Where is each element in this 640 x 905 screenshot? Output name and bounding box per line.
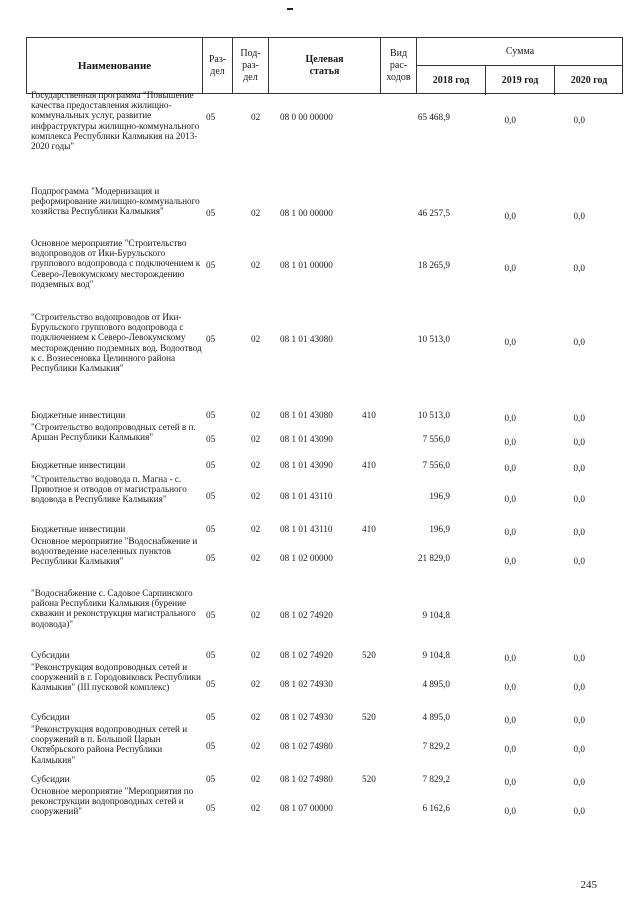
cell-p: 02 <box>251 524 261 534</box>
cell-s19: 0,0 <box>504 527 516 537</box>
cell-r: 05 <box>206 741 216 751</box>
cell-s20: 0,0 <box>573 715 585 725</box>
cell-p: 02 <box>251 774 261 784</box>
header-vid: Вид рас- ходов <box>381 38 417 93</box>
cell-s18: 7 829,2 <box>422 741 450 751</box>
cell-t: 08 1 00 00000 <box>280 208 333 218</box>
cell-s18: 196,9 <box>429 524 450 534</box>
cell-r: 05 <box>206 774 216 784</box>
cell-t: 08 1 02 00000 <box>280 553 333 563</box>
header-2019: 2019 год <box>486 66 555 95</box>
cell-s19: 0,0 <box>504 263 516 273</box>
cell-v: 520 <box>362 650 376 660</box>
cell-v: 410 <box>362 410 376 420</box>
cell-s18: 4 895,0 <box>422 712 450 722</box>
top-mark <box>287 8 293 10</box>
cell-r: 05 <box>206 524 216 534</box>
cell-r: 05 <box>206 650 216 660</box>
cell-name: Бюджетные инвестиции <box>31 460 126 470</box>
header-sum: Сумма <box>417 38 623 66</box>
cell-s19: 0,0 <box>504 715 516 725</box>
cell-s20: 0,0 <box>573 806 585 816</box>
header-razdel: Раз- дел <box>203 38 233 93</box>
cell-s18: 7 829,2 <box>422 774 450 784</box>
cell-v: 520 <box>362 712 376 722</box>
cell-p: 02 <box>251 491 261 501</box>
cell-t: 08 1 02 74980 <box>280 774 333 784</box>
cell-s18: 6 162,6 <box>422 803 450 813</box>
cell-name: "Реконструкция водопроводных сетей и сооружений в г. Городовиковск Республики Калмыкия" (III пусковой комплекс) <box>31 662 201 693</box>
cell-name: "Реконструкция водопроводных сетей и сооружений в п. Большой Царын Октябрьского района Республики Калмыкия" <box>31 724 188 765</box>
header-2020: 2020 год <box>570 75 608 86</box>
cell-v: 410 <box>362 524 376 534</box>
cell-s20: 0,0 <box>573 463 585 473</box>
header-name: Наименование <box>27 38 203 93</box>
cell-s18: 21 829,0 <box>417 553 450 563</box>
cell-s18: 9 104,8 <box>422 650 450 660</box>
cell-v: 520 <box>362 774 376 784</box>
cell-s19: 0,0 <box>504 556 516 566</box>
cell-s19: 0,0 <box>504 211 516 221</box>
cell-t: 08 1 01 43110 <box>280 491 333 501</box>
cell-name: Государственная программа "Повышение качества предоставления жилищно-коммунальных услуг, развитие инфраструктуры жилищно-коммунального комплекса Республики Калмыкия на 2013-2020 годы" <box>31 90 200 152</box>
page-number: 245 <box>580 879 597 891</box>
cell-p: 02 <box>251 712 261 722</box>
cell-r: 05 <box>206 410 216 420</box>
cell-s18: 10 513,0 <box>417 410 450 420</box>
cell-p: 02 <box>251 260 261 270</box>
cell-name: Основное мероприятие "Водоснабжение и водоотведение населенных пунктов Республики Калмыкия" <box>31 536 198 567</box>
cell-s18: 18 265,9 <box>417 260 450 270</box>
cell-s19: 0,0 <box>504 463 516 473</box>
cell-t: 08 1 01 43090 <box>280 460 333 470</box>
cell-p: 02 <box>251 650 261 660</box>
cell-r: 05 <box>206 712 216 722</box>
cell-s19: 0,0 <box>504 337 516 347</box>
cell-name: Основное мероприятие "Мероприятия по реконструкции водопроводных сетей и сооружений" <box>31 786 194 817</box>
cell-s20: 0,0 <box>573 413 585 423</box>
cell-name: "Строительство водовода п. Магна - с. Приютное и отводов от магистрального водовода в Республике Калмыкия" <box>31 474 187 505</box>
cell-t: 08 1 01 43080 <box>280 334 333 344</box>
cell-name: "Водоснабжение с. Садовое Сарпинского района Республики Калмыкия (бурение скважин и реконструкция магистрального водовода)" <box>31 588 196 629</box>
cell-s18: 4 895,0 <box>422 679 450 689</box>
cell-r: 05 <box>206 460 216 470</box>
cell-s20: 0,0 <box>573 263 585 273</box>
cell-s20: 0,0 <box>573 211 585 221</box>
cell-r: 05 <box>206 208 216 218</box>
cell-p: 02 <box>251 434 261 444</box>
cell-s20: 0,0 <box>573 494 585 504</box>
cell-p: 02 <box>251 553 261 563</box>
cell-name: Бюджетные инвестиции <box>31 410 126 420</box>
cell-p: 02 <box>251 610 261 620</box>
cell-s19: 0,0 <box>504 494 516 504</box>
cell-p: 02 <box>251 334 261 344</box>
cell-p: 02 <box>251 410 261 420</box>
cell-name: Бюджетные инвестиции <box>31 524 126 534</box>
cell-name: Субсидии <box>31 712 70 722</box>
cell-r: 05 <box>206 334 216 344</box>
cell-s20: 0,0 <box>573 437 585 447</box>
cell-r: 05 <box>206 679 216 689</box>
header-podrazdel: Под- раз- дел <box>233 38 269 93</box>
cell-r: 05 <box>206 260 216 270</box>
header-target: Целевая статья <box>269 38 381 93</box>
cell-name: "Строительство водопроводов от Ики-Бурульского группового водопровода с подключением к Северо-Левокумскому месторождению подземных вод. Водоотвод к с. Вознесеновка Целинного района Республики Калмыкия" <box>31 312 202 374</box>
cell-s20: 0,0 <box>573 337 585 347</box>
cell-s19: 0,0 <box>504 413 516 423</box>
cell-s20: 0,0 <box>573 653 585 663</box>
cell-s18: 9 104,8 <box>422 610 450 620</box>
cell-s19: 0,0 <box>504 777 516 787</box>
cell-s20: 0,0 <box>573 744 585 754</box>
cell-s19: 0,0 <box>504 437 516 447</box>
cell-name: Подпрограмма "Модернизация и реформирование жилищно-коммунального хозяйства Республики Калмыкия" <box>31 186 200 217</box>
header-2018: 2018 год <box>417 66 486 95</box>
cell-v: 410 <box>362 460 376 470</box>
cell-name: "Строительство водопроводных сетей в п. Аршан Республики Калмыкия" <box>31 422 196 443</box>
cell-name: Субсидии <box>31 650 70 660</box>
cell-r: 05 <box>206 434 216 444</box>
cell-s19: 0,0 <box>504 653 516 663</box>
cell-s18: 10 513,0 <box>417 334 450 344</box>
cell-t: 08 1 07 00000 <box>280 803 333 813</box>
table-header <box>26 37 623 94</box>
cell-t: 08 1 01 43080 <box>280 410 333 420</box>
cell-s20: 0,0 <box>573 527 585 537</box>
cell-r: 05 <box>206 610 216 620</box>
cell-s19: 0,0 <box>504 806 516 816</box>
cell-s20: 0,0 <box>573 115 585 125</box>
cell-r: 05 <box>206 112 216 122</box>
cell-t: 08 1 02 74930 <box>280 712 333 722</box>
cell-s19: 0,0 <box>504 115 516 125</box>
cell-p: 02 <box>251 741 261 751</box>
cell-p: 02 <box>251 460 261 470</box>
cell-name: Основное мероприятие "Строительство водопроводов от Ики-Бурульского группового водопровода с подключением к Северо-Левокумскому месторождению подземных вод" <box>31 238 201 289</box>
cell-s18: 7 556,0 <box>422 434 450 444</box>
cell-r: 05 <box>206 553 216 563</box>
cell-t: 08 1 01 00000 <box>280 260 333 270</box>
cell-t: 08 1 02 74920 <box>280 650 333 660</box>
cell-s20: 0,0 <box>573 682 585 692</box>
cell-t: 08 0 00 00000 <box>280 112 333 122</box>
cell-t: 08 1 02 74920 <box>280 610 333 620</box>
cell-s19: 0,0 <box>504 682 516 692</box>
cell-s20: 0,0 <box>573 556 585 566</box>
cell-p: 02 <box>251 208 261 218</box>
cell-t: 08 1 01 43110 <box>280 524 333 534</box>
cell-p: 02 <box>251 679 261 689</box>
cell-r: 05 <box>206 803 216 813</box>
cell-p: 02 <box>251 803 261 813</box>
cell-p: 02 <box>251 112 261 122</box>
cell-t: 08 1 02 74930 <box>280 679 333 689</box>
cell-s19: 0,0 <box>504 744 516 754</box>
cell-t: 08 1 01 43090 <box>280 434 333 444</box>
cell-name: Субсидии <box>31 774 70 784</box>
cell-s18: 7 556,0 <box>422 460 450 470</box>
cell-s18: 196,9 <box>429 491 450 501</box>
cell-s18: 65 468,9 <box>417 112 450 122</box>
cell-s20: 0,0 <box>573 777 585 787</box>
cell-r: 05 <box>206 491 216 501</box>
cell-t: 08 1 02 74980 <box>280 741 333 751</box>
cell-s18: 46 257,5 <box>417 208 450 218</box>
